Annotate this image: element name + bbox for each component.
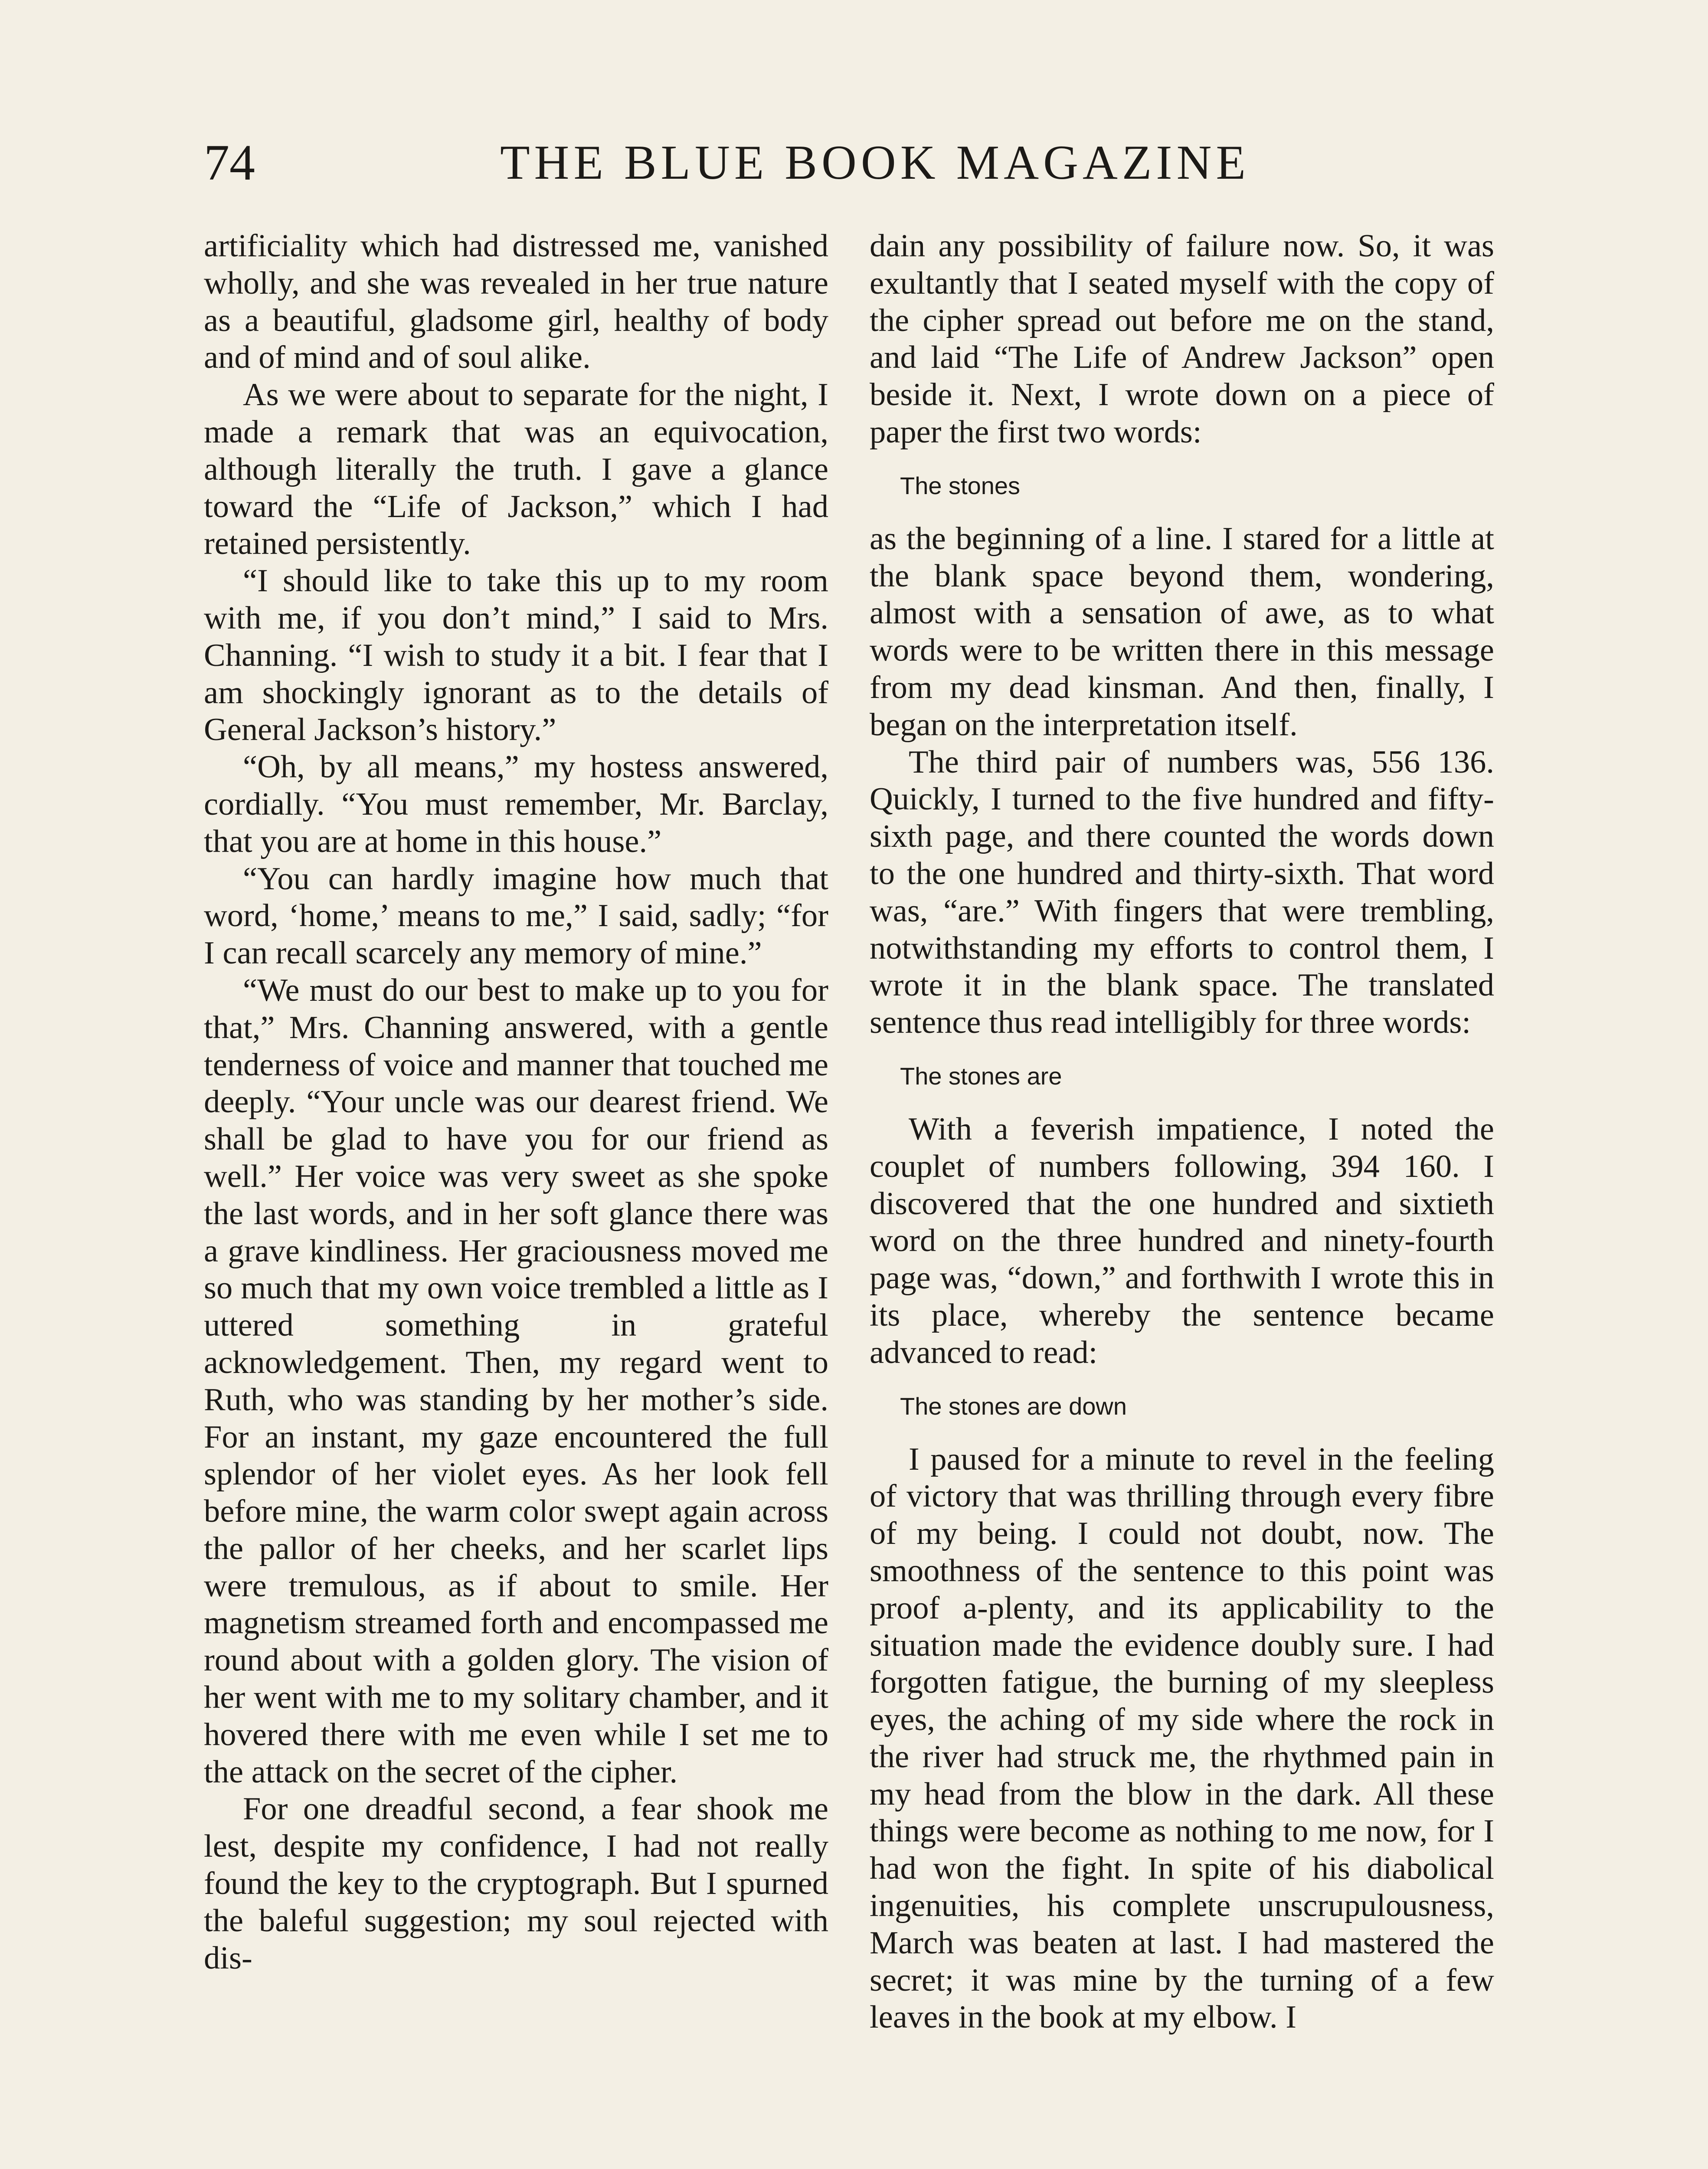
story-paragraph: For one dreadful second, a fear shook me lest, despite my confidence, I had not really found the key to the cryptograph. But I spurned the baleful suggestion; my soul rejected with dis- [204,1791,828,1976]
story-paragraph: “We must do our best to make up to you for that,” Mrs. Channing answered, with a gentle tenderness of voice and manner that touched me deeply. “Your uncle was our dearest friend. We shall be glad to have you for our friend as well.” Her voice was very sweet as she spoke the last words, and in her soft glance there was a grave kindliness. Her graciousness moved me so much that my own voice trembled a little as I uttered something in grateful acknowledgement. Then, my regard went to Ruth, who was standing by her mother’s side. For an instant, my gaze encountered the full splendor of her violet eyes. As her look fell before mine, the warm color swept again across the pallor of her cheeks, and her scarlet lips were tremulous, as if about to smile. Her magnetism streamed forth and encompassed me round about with a golden glory. The vision of her went with me to my solitary chamber, and it hovered there with me even while I set me to the attack on the secret of the cipher. [204,972,828,1790]
story-paragraph: The third pair of numbers was, 556 136. Quickly, I turned to the five hundred and fifty-sixth page, and there counted the words down to the one hundred and thirty-sixth. That word was, “are.” With fingers that were trembling, notwithstanding my efforts to control them, I wrote it in the blank space. The translated sentence thus read intelligibly for three words: [870,744,1494,1041]
magazine-title: THE BLUE BOOK MAGAZINE [500,136,1250,190]
story-paragraph: “Oh, by all means,” my hostess answered, cordially. “You must remember, Mr. Barclay, that you are at home in this house.” [204,749,828,859]
story-paragraph: “I should like to take this up to my room with me, if you don’t mind,” I said to Mrs. Channing. “I wish to study it a bit. I fear that I am shockingly ignorant as to the details of General Jackson’s history.” [204,563,828,748]
cipher-translation-line: The stones are down [900,1392,1127,1420]
cipher-translation-line: The stones are [900,1062,1062,1090]
story-paragraph: With a feverish impatience, I noted the couplet of numbers following, 394 160. I discovered that the one hundred and sixtieth word on the three hundred and ninety-fourth page was, “down,” and forthwith I wrote this in its place, whereby the sentence became advanced to read: [870,1111,1494,1370]
left-column [204,228,828,1977]
story-paragraph: as the beginning of a line. I stared for a little at the blank space beyond them, wondering, almost with a sensation of awe, as to what words were to be written there in this message from my dead kinsman. And then, finally, I began on the interpretation itself. [870,521,1494,743]
page-header [204,130,1503,204]
right-column [870,228,1494,2036]
story-paragraph: “You can hardly imagine how much that word, ‘home,’ means to me,” I said, sadly; “for I can recall scarcely any memory of mine.” [204,861,828,971]
story-paragraph: artificiality which had distressed me, vanished wholly, and she was revealed in her true nature as a beautiful, gladsome girl, healthy of body and of mind and of soul alike. [204,228,828,376]
cipher-translation-line: The stones [900,472,1021,499]
story-paragraph: As we were about to separate for the night, I made a remark that was an equivocation, although literally the truth. I gave a glance toward the “Life of Jackson,” which I had retained persistently. [204,377,828,562]
story-paragraph: I paused for a minute to revel in the feeling of victory that was thrilling through every fibre of my being. I could not doubt, now. The smoothness of the sentence to this point was proof a-plenty, and its applicability to the situation made the evidence doubly sure. I had forgotten fatigue, the burning of my sleepless eyes, the aching of my side where the rock in the river had struck me, the rhythmed pain in my head from the blow in the dark. All these things were become as nothing to me now, for I had won the fight. In spite of his diabolical ingenuities, his complete unscrupulousness, March was beaten at last. I had mastered the secret; it was mine by the turning of a few leaves in the book at my elbow. I [870,1441,1494,2035]
page-number: 74 [204,134,255,191]
story-paragraph: dain any possibility of failure now. So, it was exultantly that I seated myself with the copy of the cipher spread out before me on the stand, and laid “The Life of Andrew Jackson” open beside it. Next, I wrote down on a piece of paper the first two words: [870,228,1494,450]
